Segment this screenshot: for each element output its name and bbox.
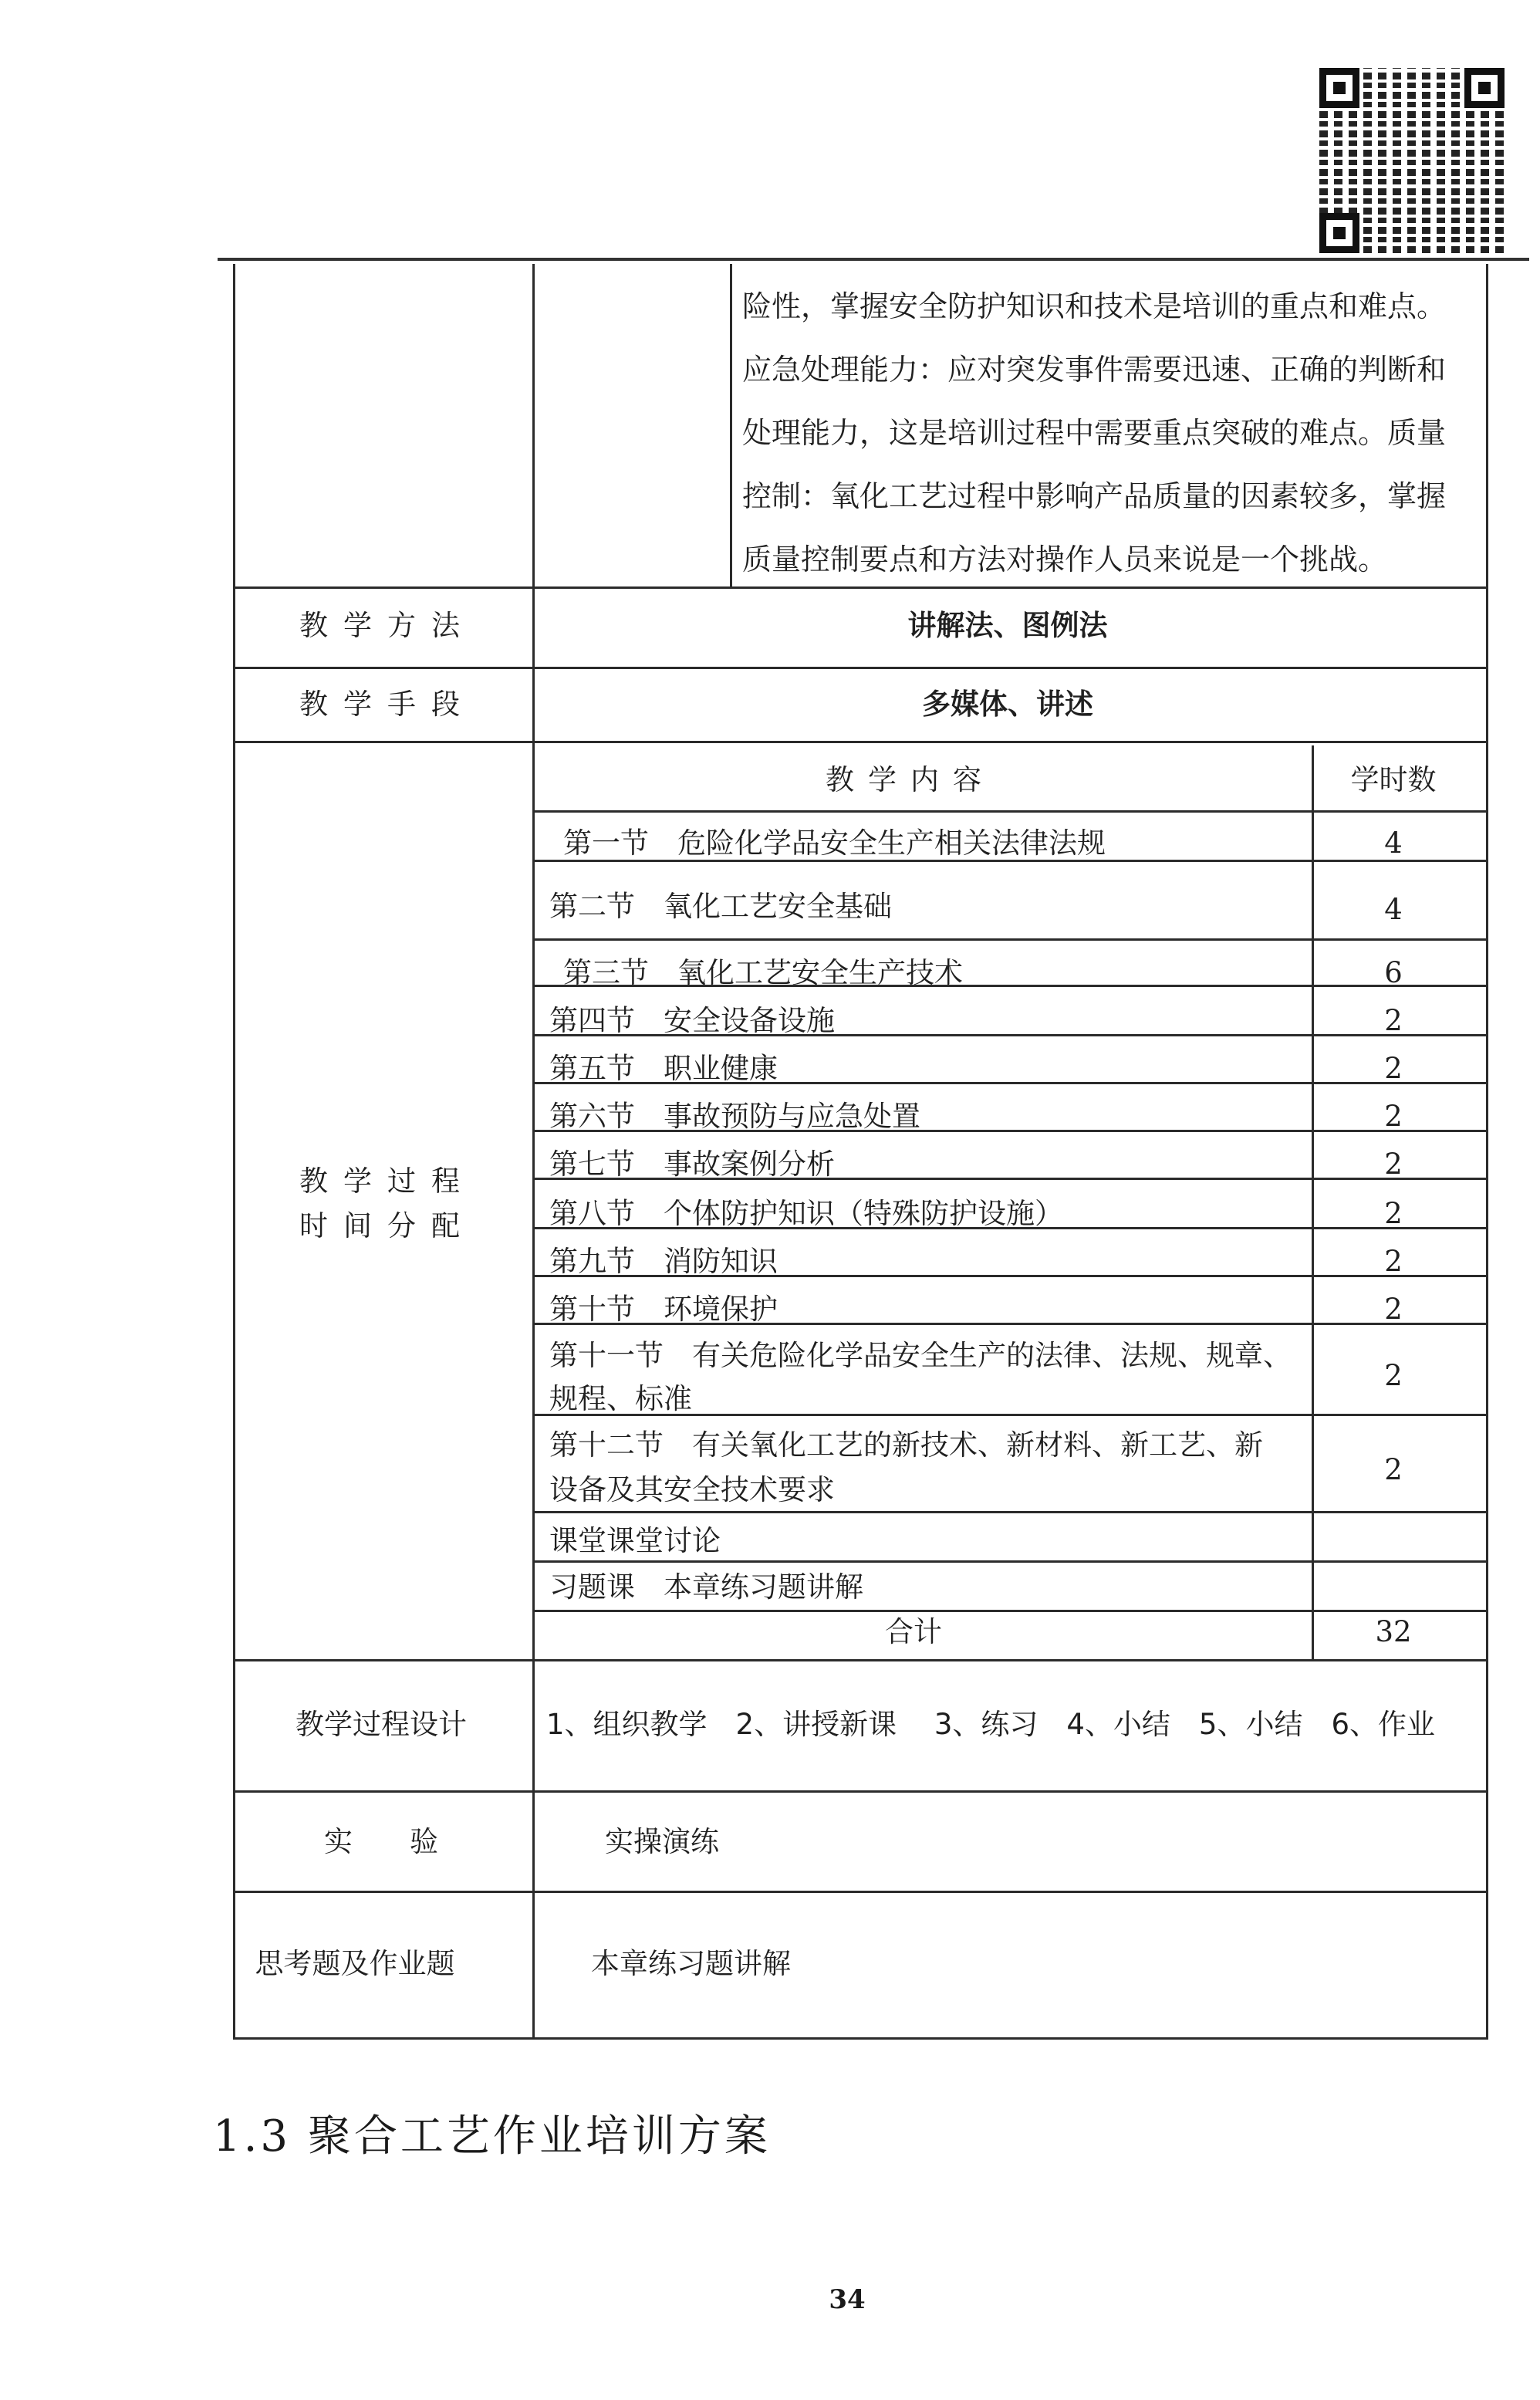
table-line bbox=[1486, 264, 1488, 2037]
schedule-row-hours: 2 bbox=[1384, 1197, 1403, 1230]
schedule-row-content: 第一节 危险化学品安全生产相关法律法规 bbox=[563, 826, 1106, 860]
table-line bbox=[532, 264, 535, 2037]
schedule-row-hours: 2 bbox=[1384, 1245, 1403, 1278]
table-line bbox=[532, 810, 1488, 813]
table-line bbox=[532, 1511, 1488, 1513]
schedule-row-hours: 2 bbox=[1384, 1148, 1403, 1181]
homework-value: 本章练习题讲解 bbox=[591, 1947, 791, 1980]
schedule-row-content-line-2: 设备及其安全技术要求 bbox=[549, 1473, 835, 1506]
schedule-label-line-1: 教学过程 bbox=[299, 1165, 475, 1198]
table-line bbox=[233, 1659, 1488, 1661]
difficulty-text-line-3: 处理能力，这是培训过程中需要重点突破的难点。质量 bbox=[742, 416, 1447, 450]
experiment-label: 实 验 bbox=[324, 1825, 438, 1858]
schedule-row-hours: 2 bbox=[1384, 1293, 1403, 1326]
difficulty-text-line-1: 险性，掌握安全防护知识和技术是培训的重点和难点。 bbox=[742, 289, 1447, 323]
schedule-row-content: 第四节 安全设备设施 bbox=[549, 1004, 835, 1037]
difficulty-text-line-2: 应急处理能力：应对突发事件需要迅速、正确的判断和 bbox=[742, 353, 1447, 387]
schedule-total-label: 合计 bbox=[885, 1615, 942, 1648]
schedule-header-hours: 学时数 bbox=[1350, 763, 1437, 796]
schedule-label-line-2: 时间分配 bbox=[299, 1209, 475, 1242]
method-label: 教学方法 bbox=[299, 609, 475, 642]
schedule-row-content: 第三节 氧化工艺安全生产技术 bbox=[563, 956, 963, 989]
table-line bbox=[730, 264, 732, 586]
schedule-row-hours: 2 bbox=[1384, 1359, 1403, 1392]
homework-label: 思考题及作业题 bbox=[255, 1947, 455, 1980]
table-line bbox=[532, 1610, 1488, 1612]
experiment-value: 实操演练 bbox=[605, 1825, 719, 1858]
table-line bbox=[233, 667, 1488, 669]
page-number: 34 bbox=[829, 2284, 866, 2315]
schedule-row-hours: 6 bbox=[1384, 956, 1403, 989]
design-value: 1、组织教学 2、讲授新课 3、练习 4、小结 5、小结 6、作业 bbox=[546, 1708, 1436, 1741]
table-line bbox=[233, 264, 235, 2037]
difficulty-text-line-4: 控制：氧化工艺过程中影响产品质量的因素较多，掌握 bbox=[742, 479, 1447, 513]
schedule-row-content: 第七节 事故案例分析 bbox=[549, 1148, 835, 1181]
design-label: 教学过程设计 bbox=[296, 1708, 467, 1741]
table-line bbox=[532, 860, 1488, 862]
schedule-row-hours: 4 bbox=[1384, 826, 1403, 860]
table-line bbox=[233, 741, 1488, 743]
table-line bbox=[532, 938, 1488, 941]
table-line bbox=[233, 586, 1488, 589]
schedule-row-hours: 2 bbox=[1384, 1100, 1403, 1133]
table-line bbox=[532, 1560, 1488, 1563]
schedule-row-content-line-1: 第十一节 有关危险化学品安全生产的法律、法规、规章、 bbox=[549, 1339, 1292, 1372]
schedule-row-content: 第二节 氧化工艺安全基础 bbox=[549, 890, 892, 923]
schedule-row-content-line-2: 规程、标准 bbox=[549, 1382, 692, 1415]
means-value: 多媒体、讲述 bbox=[922, 688, 1093, 721]
schedule-row-hours: 2 bbox=[1384, 1052, 1403, 1085]
method-value: 讲解法、图例法 bbox=[907, 609, 1108, 642]
schedule-row-content: 第十节 环境保护 bbox=[549, 1293, 778, 1326]
schedule-row-content: 第六节 事故预防与应急处置 bbox=[549, 1100, 920, 1133]
schedule-row-content: 第九节 消防知识 bbox=[549, 1245, 778, 1278]
table-line bbox=[233, 2037, 1488, 2040]
table-line bbox=[233, 1790, 1488, 1793]
schedule-row-hours: 2 bbox=[1384, 1004, 1403, 1037]
table-line bbox=[1312, 745, 1314, 1659]
schedule-row-content: 课堂课堂讨论 bbox=[549, 1524, 721, 1557]
schedule-row-content: 第五节 职业健康 bbox=[549, 1052, 778, 1085]
schedule-row-hours: 2 bbox=[1384, 1453, 1403, 1486]
schedule-row-content: 第八节 个体防护知识（特殊防护设施） bbox=[549, 1197, 1063, 1230]
schedule-row-content-line-1: 第十二节 有关氧化工艺的新技术、新材料、新工艺、新 bbox=[549, 1428, 1263, 1462]
means-label: 教学手段 bbox=[299, 688, 475, 721]
schedule-total-hours: 32 bbox=[1375, 1615, 1412, 1648]
schedule-header-content: 教学内容 bbox=[826, 763, 995, 796]
table-line bbox=[233, 1891, 1488, 1893]
section-heading: 1.3 聚合工艺作业培训方案 bbox=[213, 2111, 771, 2162]
difficulty-text-line-5: 质量控制要点和方法对操作人员来说是一个挑战。 bbox=[742, 543, 1388, 576]
schedule-row-content: 习题课 本章练习题讲解 bbox=[549, 1570, 863, 1604]
schedule-row-hours: 4 bbox=[1384, 893, 1403, 926]
